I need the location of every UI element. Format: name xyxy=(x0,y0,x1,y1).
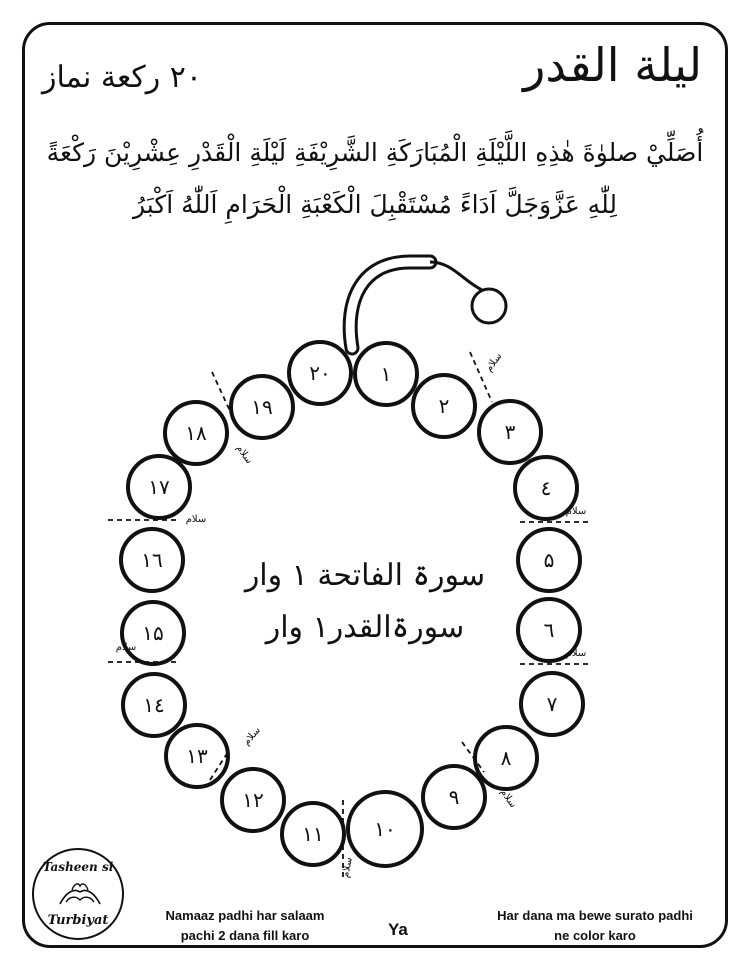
bead-number: ۱۳ xyxy=(186,744,208,768)
bead-number: ۲ xyxy=(438,394,450,418)
footer-right-line-1: Har dana ma bewe surato padhi xyxy=(497,908,693,923)
surah-fatiha-instruction: سورۃ الفاتحة ۱ وار xyxy=(244,558,486,593)
salaam-label: سلام xyxy=(115,642,137,653)
tasbih-tassel-string xyxy=(430,262,482,290)
salaam-label: سلام xyxy=(497,786,519,811)
bead-number: ٤ xyxy=(540,476,552,500)
bead-number: ۱۰ xyxy=(374,817,396,841)
salaam-label: سلام xyxy=(241,724,263,748)
bead-18 xyxy=(165,402,227,464)
footer-center-text: Ya xyxy=(388,920,408,939)
salaam-label: سلام xyxy=(185,514,207,525)
bead-group xyxy=(121,342,583,866)
bead-9 xyxy=(423,766,485,828)
bead-number: ۳ xyxy=(504,420,516,444)
bead-5 xyxy=(518,529,580,591)
bead-number: ۹ xyxy=(448,785,460,809)
bead-number: ۱۷ xyxy=(148,475,170,499)
bead-1 xyxy=(355,343,417,405)
bead-10 xyxy=(348,792,422,866)
bead-3 xyxy=(479,401,541,463)
salaam-label: سلام xyxy=(565,648,587,659)
bead-number: ۱ xyxy=(380,362,392,386)
tasbih-string xyxy=(350,262,430,348)
bead-19 xyxy=(231,376,293,438)
bead-number: ۸ xyxy=(500,746,512,770)
bead-number: ۱۲ xyxy=(242,788,264,812)
bead-number: ۱۵ xyxy=(142,621,164,645)
bead-number: ۱۱ xyxy=(302,822,324,846)
salaam-mark-1 xyxy=(470,351,504,402)
footer-right-note xyxy=(470,906,720,946)
bead-17 xyxy=(128,456,190,518)
bead-number: ٦ xyxy=(543,618,555,642)
niyyah-line-2: لِلّٰهِ عَزَّوَجَلَّ اَدَاءً مُسْتَقْبِلَ الْكَعْبَةِ الْحَرَامِ اَللّٰهُ اَكْبَرُ xyxy=(133,190,617,219)
logo-text-bottom: Turbiyat xyxy=(47,913,109,928)
bead-16 xyxy=(121,529,183,591)
bead-11 xyxy=(282,803,344,865)
hands-icon xyxy=(56,878,104,912)
surah-qadr-instruction: سورۃالقدر۱ وار xyxy=(265,610,465,645)
page-title: ليلة القدر xyxy=(523,38,702,92)
footer-right-line-2: ne color karo xyxy=(554,928,636,943)
bead-number: ۲۰ xyxy=(309,361,331,385)
bead-20 xyxy=(289,342,351,404)
bead-15 xyxy=(122,602,184,664)
bead-number: ۵ xyxy=(543,548,555,572)
bead-number: ۱۸ xyxy=(185,421,207,445)
bead-14 xyxy=(123,674,185,736)
salaam-label: سلام xyxy=(233,442,255,467)
bead-8 xyxy=(475,727,537,789)
niyyah-line-1: أُصَلِّيْ صلوٰةَ هٰذِهِ اللَّيْلَةِ الْمُبَارَكَةِ الشَّرِيْفَةِ لَيْلَةِ الْقَدْرِ عِشْرِيْنَ رَكْعَةً xyxy=(46,138,704,167)
bead-7 xyxy=(521,673,583,735)
bead-13 xyxy=(166,725,228,787)
salaam-label: سلام xyxy=(565,506,587,517)
salaam-label: سلام xyxy=(483,350,505,375)
footer-left-note xyxy=(145,906,345,946)
footer-left-line-2: pachi 2 dana fill karo xyxy=(180,928,310,943)
bead-number: ۱۹ xyxy=(251,395,273,419)
logo-text-top: Tasheen si xyxy=(42,860,114,874)
footer-left-line-1: Namaaz padhi har salaam xyxy=(165,908,325,923)
tasbih-tassel-bead xyxy=(472,289,506,323)
tasheen-logo xyxy=(32,848,124,940)
page-subtitle: ۲۰ رکعة نماز xyxy=(42,60,202,95)
bead-12 xyxy=(222,769,284,831)
bead-number: ۷ xyxy=(546,692,558,716)
salaam-label: سلام xyxy=(340,856,355,879)
bead-number: ١٦ xyxy=(141,548,163,572)
bead-number: ١٤ xyxy=(143,693,165,717)
bead-2 xyxy=(413,375,475,437)
